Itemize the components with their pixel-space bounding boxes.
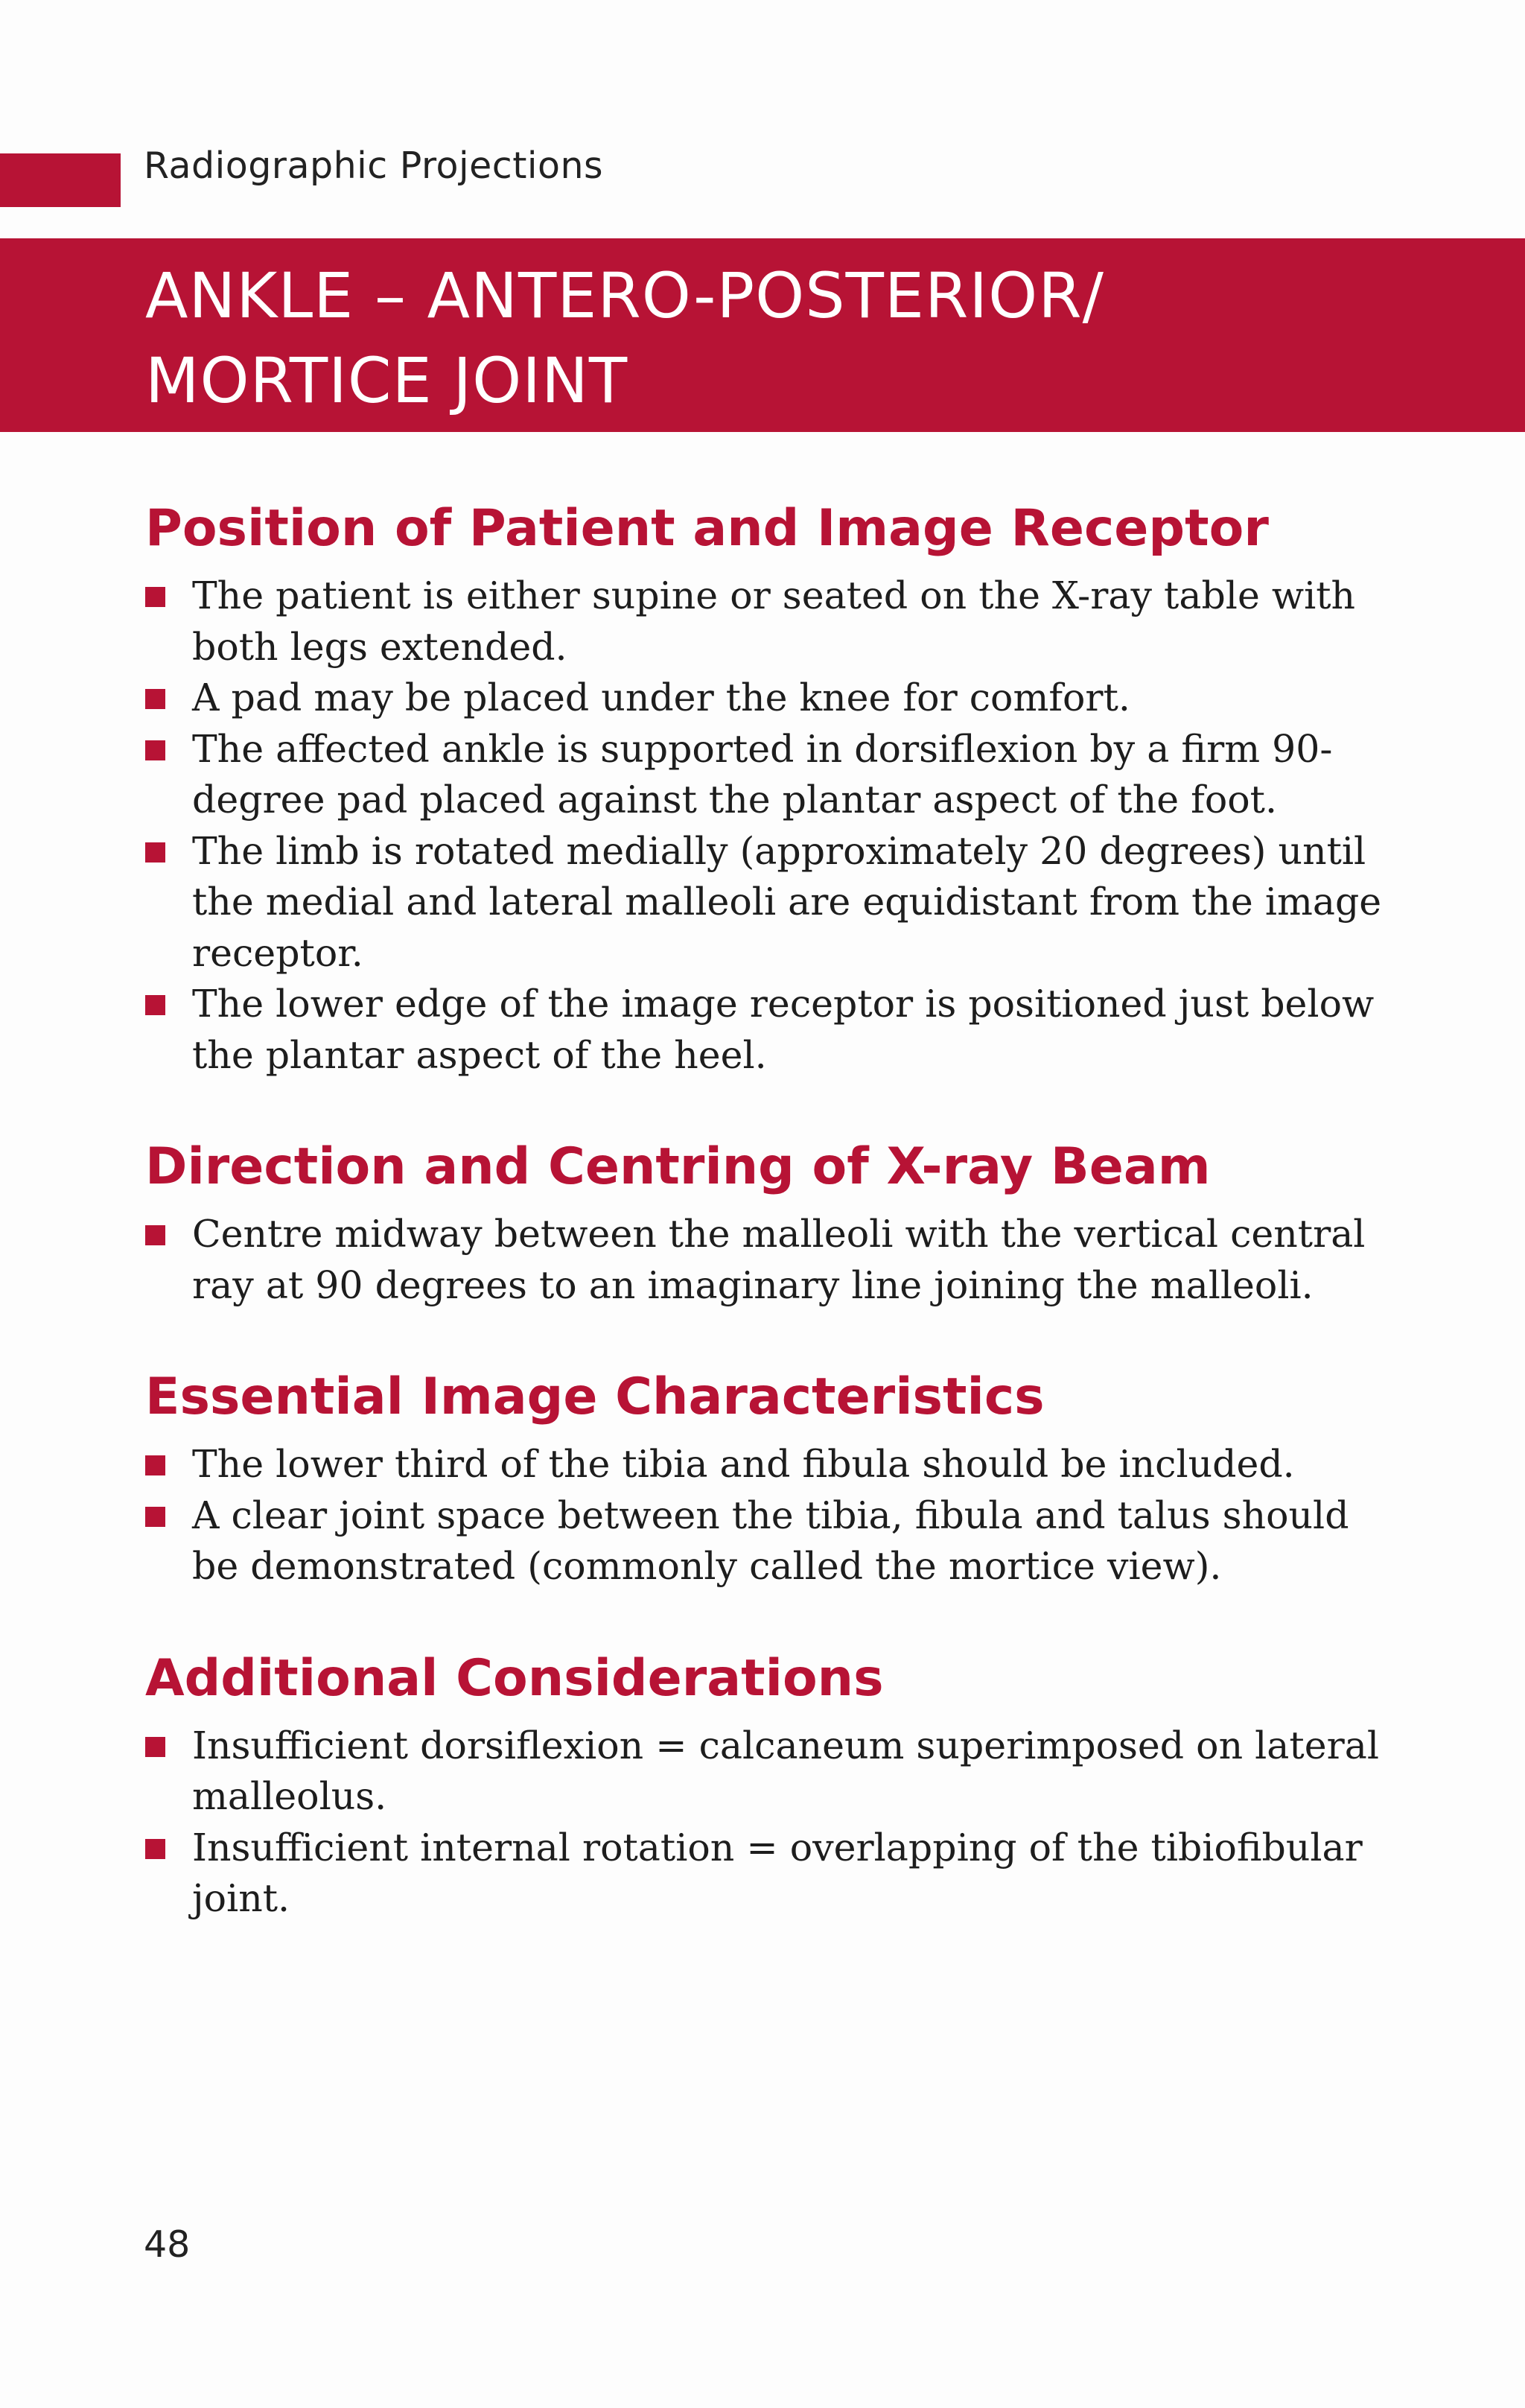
square-bullet-icon bbox=[145, 1455, 165, 1475]
square-bullet-icon bbox=[145, 587, 165, 607]
square-bullet-icon bbox=[145, 995, 165, 1015]
list-item bbox=[145, 1439, 1396, 1490]
list-item-text: Centre midway between the malleoli with the vertical central ray at 90 degrees to an imaginary line joining the malleoli. bbox=[192, 1212, 1366, 1307]
page-number: 48 bbox=[144, 2223, 191, 2266]
list-item bbox=[145, 673, 1396, 724]
section-direction bbox=[145, 1130, 1396, 1311]
square-bullet-icon bbox=[145, 1737, 165, 1757]
square-bullet-icon bbox=[145, 1225, 165, 1245]
content bbox=[145, 492, 1396, 1925]
list-item bbox=[145, 1209, 1396, 1311]
list-item-text: A clear joint space between the tibia, fibula and talus should be demonstrated (commonly called the mortice view). bbox=[192, 1493, 1349, 1588]
page-title bbox=[145, 253, 1104, 423]
list-item bbox=[145, 826, 1396, 979]
page-title-line-2: MORTICE JOINT bbox=[145, 344, 628, 417]
section-essential bbox=[145, 1360, 1396, 1592]
list-item-text: Insufficient dorsiflexion = calcaneum superimposed on lateral malleolus. bbox=[192, 1723, 1379, 1818]
list-item-text: A pad may be placed under the knee for comfort. bbox=[192, 676, 1130, 719]
square-bullet-icon bbox=[145, 842, 165, 863]
bullet-list bbox=[145, 1721, 1396, 1925]
list-item bbox=[145, 724, 1396, 826]
bullet-list bbox=[145, 1439, 1396, 1592]
list-item bbox=[145, 1721, 1396, 1823]
square-bullet-icon bbox=[145, 1507, 165, 1527]
bullet-list bbox=[145, 571, 1396, 1081]
list-item bbox=[145, 1823, 1396, 1925]
page-title-line-1: ANKLE – ANTERO-POSTERIOR/ bbox=[145, 259, 1104, 332]
list-item-text: The limb is rotated medially (approximately 20 degrees) until the medial and lateral malleoli are equidistant from the image receptor. bbox=[192, 828, 1382, 975]
list-item-text: The affected ankle is supported in dorsiflexion by a firm 90-degree pad placed against the plantar aspect of the foot. bbox=[192, 726, 1333, 822]
list-item bbox=[145, 1490, 1396, 1592]
list-item bbox=[145, 979, 1396, 1081]
section-heading: Position of Patient and Image Receptor bbox=[145, 499, 1269, 558]
running-head-tab bbox=[0, 153, 121, 207]
square-bullet-icon bbox=[145, 740, 165, 760]
list-item-text: The patient is either supine or seated on the X-ray table with both legs extended. bbox=[192, 574, 1356, 669]
square-bullet-icon bbox=[145, 1839, 165, 1859]
list-item-text: Insufficient internal rotation = overlapping of the tibiofibular joint. bbox=[192, 1825, 1363, 1920]
section-additional bbox=[145, 1642, 1396, 1925]
running-head: Radiographic Projections bbox=[144, 144, 604, 187]
section-heading: Essential Image Characteristics bbox=[145, 1367, 1045, 1426]
list-item-text: The lower third of the tibia and fibula should be included. bbox=[192, 1442, 1295, 1486]
list-item-text: The lower edge of the image receptor is positioned just below the plantar aspect of the heel. bbox=[192, 982, 1375, 1077]
square-bullet-icon bbox=[145, 689, 165, 709]
section-heading: Additional Considerations bbox=[145, 1648, 884, 1708]
section-heading: Direction and Centring of X-ray Beam bbox=[145, 1137, 1211, 1196]
bullet-list bbox=[145, 1209, 1396, 1311]
section-position bbox=[145, 492, 1396, 1081]
list-item bbox=[145, 571, 1396, 673]
